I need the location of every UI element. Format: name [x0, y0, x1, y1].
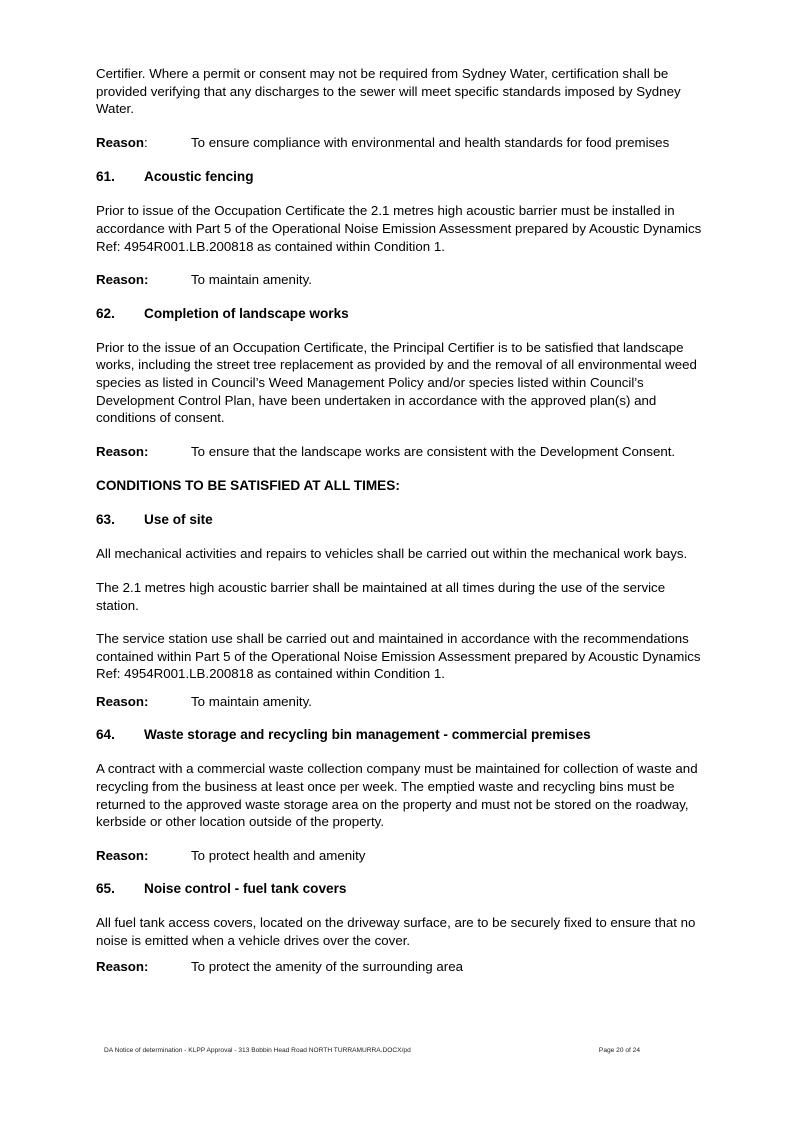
reason-text: To maintain amenity.	[191, 272, 312, 288]
reason-row-64	[96, 847, 706, 865]
condition-heading-61	[96, 168, 706, 186]
condition-body-63-a: All mechanical activities and repairs to vehicles shall be carried out within the mechanical work bays.	[96, 546, 688, 562]
reason-row-63	[96, 693, 706, 711]
condition-title: Completion of landscape works	[144, 305, 349, 321]
reason-text: To ensure that the landscape works are consistent with the Development Consent.	[191, 443, 676, 459]
intro-paragraph: Certifier. Where a permit or consent may not be required from Sydney Water, certification shall be provided verifying that any discharges to the sewer will meet specific standards imposed by Sydney Water.	[96, 66, 681, 117]
page-footer	[104, 1046, 640, 1055]
condition-number: 63.	[96, 512, 115, 528]
reason-text: To protect the amenity of the surrounding area	[191, 958, 464, 974]
reason-text: To maintain amenity.	[191, 693, 312, 709]
reason-label: Reason:	[96, 958, 149, 974]
condition-title: Waste storage and recycling bin management - commercial premises	[144, 727, 591, 743]
reason-label: Reason:	[96, 847, 149, 863]
condition-body-64: A contract with a commercial waste collection company must be maintained for collection of waste and recycling from the business at least once per week. The emptied waste and recycling bins must be returned to the approved waste storage area on the property and must not be stored on the roadway, kerbside or other location outside of the property.	[96, 761, 698, 830]
condition-number: 62.	[96, 305, 115, 321]
condition-title: Noise control - fuel tank covers	[144, 881, 347, 897]
condition-heading-62	[96, 305, 706, 323]
section-title: CONDITIONS TO BE SATISFIED AT ALL TIMES:	[96, 478, 400, 494]
condition-body-65: All fuel tank access covers, located on the driveway surface, are to be securely fixed to ensure that no noise is emitted when a vehicle drives over the cover.	[96, 915, 696, 949]
reason-row-62	[96, 443, 706, 461]
reason-label: Reason:	[96, 134, 148, 150]
footer-document-name: DA Notice of determination - KLPP Approval - 313 Bobbin Head Road NORTH TURRAMURRA.DOCX/pd	[104, 1047, 411, 1054]
condition-body-61: Prior to issue of the Occupation Certificate the 2.1 metres high acoustic barrier must be installed in accordance with Part 5 of the Operational Noise Emission Assessment prepared by Acoustic Dynamics Ref: 4954R001.LB.200818 as contained within Condition 1.	[96, 203, 702, 254]
reason-row-60	[96, 134, 706, 152]
condition-body-62: Prior to the issue of an Occupation Certificate, the Principal Certifier is to be satisfied that landscape works, including the street tree replacement as provided by and the removal of all environmental weed species as listed in Council’s Weed Management Policy and/or species listed within Council’s Development Control Plan, have been undertaken in accordance with the approved plan(s) and conditions of consent.	[96, 339, 697, 426]
reason-text: To ensure compliance with environmental and health standards for food premises	[191, 134, 670, 150]
reason-row-65	[96, 958, 706, 976]
reason-label: Reason:	[96, 693, 149, 709]
condition-body-63-c: The service station use shall be carried out and maintained in accordance with the recommendations contained within Part 5 of the Operational Noise Emission Assessment prepared by Acoustic Dynamics Ref: 4954R001.LB.200818 as contained within Condition 1.	[96, 631, 701, 682]
footer-page-number: Page 20 of 24	[598, 1047, 640, 1054]
document-page	[96, 65, 706, 975]
condition-number: 61.	[96, 169, 115, 185]
reason-label: Reason:	[96, 272, 149, 288]
condition-title: Acoustic fencing	[144, 169, 254, 185]
condition-heading-64	[96, 726, 706, 744]
reason-label: Reason:	[96, 443, 149, 459]
condition-heading-65	[96, 880, 706, 898]
condition-title: Use of site	[144, 512, 213, 528]
condition-body-63-b: The 2.1 metres high acoustic barrier shall be maintained at all times during the use of the service station.	[96, 579, 666, 613]
condition-heading-63	[96, 511, 706, 529]
condition-number: 65.	[96, 881, 115, 897]
reason-text: To protect health and amenity	[191, 847, 366, 863]
reason-row-61	[96, 271, 706, 289]
condition-number: 64.	[96, 727, 115, 743]
